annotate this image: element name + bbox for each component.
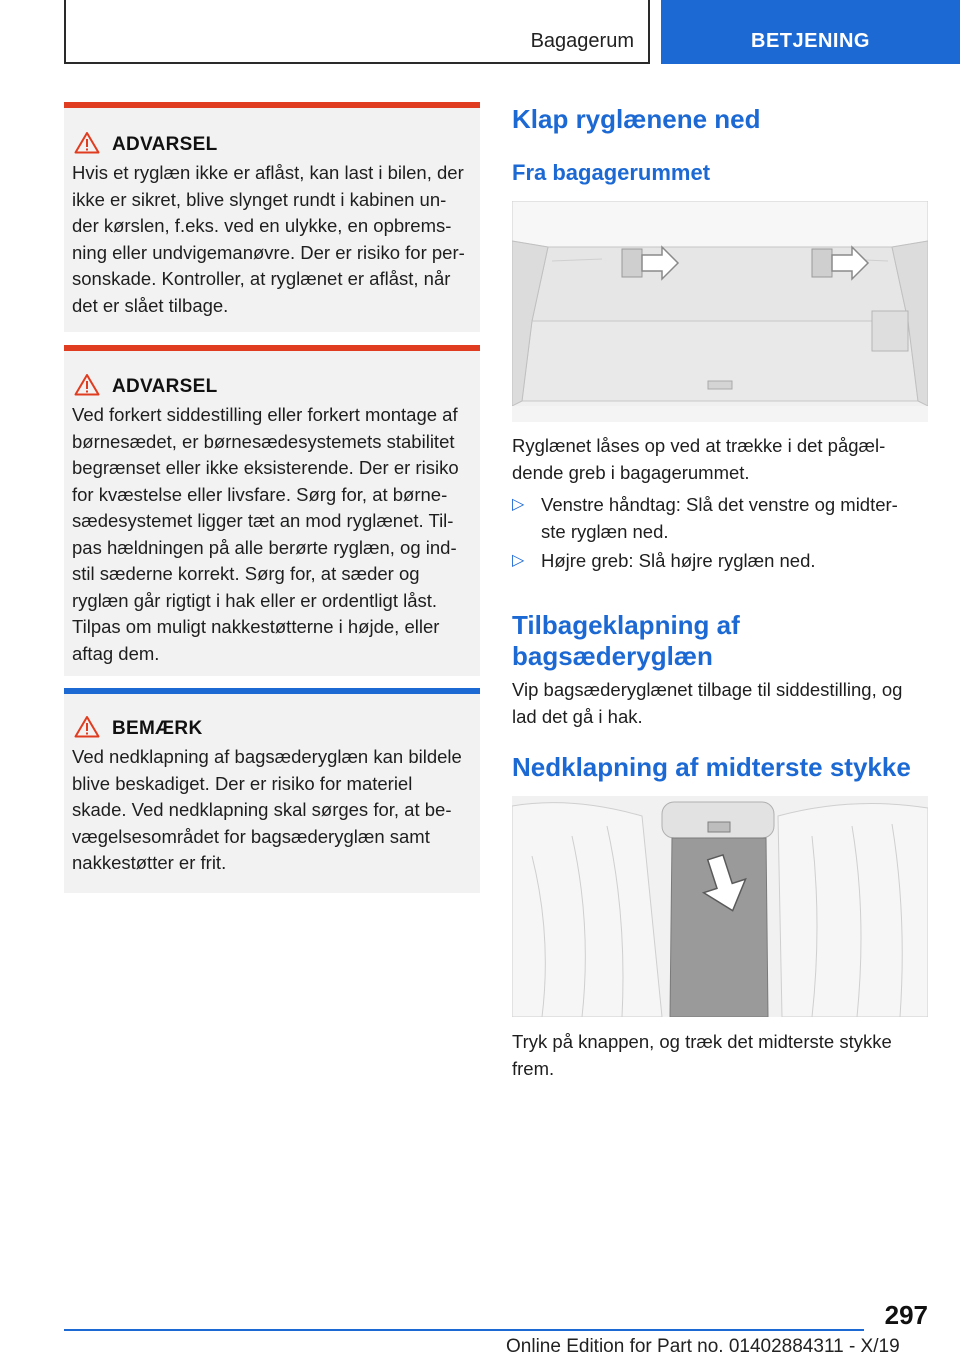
list-item-left-handle: ▷ Venstre håndtag: Slå det venstre og midter- ste ryglæn ned. (512, 494, 898, 542)
list-item-right-handle: ▷ Højre greb: Slå højre ryglæn ned. (512, 548, 922, 575)
bullet-triangle-icon: ▷ (512, 496, 525, 513)
header-section-box (64, 0, 650, 64)
warning-bar (64, 102, 480, 108)
heading-fold-back: Tilbageklapning af bagsæderyglæn (512, 610, 740, 671)
footer-edition: Online Edition for Part no. 01402884311 - X/19 (506, 1336, 900, 1357)
warning-title: ADVARSEL (112, 376, 218, 397)
warning-icon (74, 373, 100, 396)
warning-icon (74, 131, 100, 154)
footer-rule (64, 1329, 864, 1331)
trunk-illustration (512, 201, 928, 422)
seat-figure (512, 796, 928, 1017)
middle-section-illustration (512, 796, 928, 1017)
paragraph-middle-section: Tryk på knappen, og træk det midterste stykke frem. (512, 1031, 892, 1079)
subheading-from-trunk: Fra bagagerummet (512, 160, 711, 185)
warning-icon (74, 715, 100, 738)
paragraph-fold-back: Vip bagsæderyglænet tilbage til siddestilling, og lad det gå i hak. (512, 679, 903, 727)
heading-middle-section: Nedklapning af midterste stykke (512, 752, 911, 782)
warning-text: Ved forkert siddestilling eller forkert montage af børnesædet, er børnesædesystemets stabilitet begrænset eller ikke eksisterende. Der er risiko for kvæstelse eller livsfare. Sørg for, at børne- sædesystemet ligger tæt an mod ryglænet. Til- pas hældningen på alle berørte ryglæn, og ind- stil sæderne korrekt. Sørg for, at sæder og ryglæn går rigtigt i hak eller er ordentligt låst. Tilpas om muligt nakkestøtterne i højde, eller aftag dem. (72, 404, 459, 664)
chapter-tab[interactable] (661, 0, 960, 64)
warning-box-1 (64, 102, 480, 332)
notice-box (64, 688, 480, 893)
trunk-figure (512, 201, 928, 422)
warning-box-2 (64, 345, 480, 676)
warning-title: ADVARSEL (112, 134, 218, 155)
warning-bar (64, 345, 480, 351)
bullet-triangle-icon: ▷ (512, 552, 525, 569)
heading-fold-backrests: Klap ryglænene ned (512, 104, 761, 134)
paragraph-unlock: Ryglænet låses op ved at trække i det pågæl- dende greb i bagagerummet. (512, 435, 886, 483)
page-number: 297 (884, 1300, 928, 1330)
section-title: Bagagerum (530, 30, 634, 52)
notice-title: BEMÆRK (112, 718, 203, 739)
chapter-title: BETJENING (751, 30, 870, 52)
warning-text: Hvis et ryglæn ikke er aflåst, kan last i bilen, der ikke er sikret, blive slynget rundt i kabinen un- der kørslen, f.eks. ved en ulykke, en opbrems- ning eller undvigemanøvre. Der er risiko for per- sonskade. Kontroller, at ryglænet er aflåst, når det er slået tilbage. (72, 162, 465, 316)
notice-text: Ved nedklapning af bagsæderyglæn kan bildele blive beskadiget. Der er risiko for materiel skade. Ved nedklapning skal sørges for, at be- vægelsesområdet for bagsæderyglæn samt nakkestøtter er frit. (72, 746, 462, 873)
notice-bar (64, 688, 480, 694)
